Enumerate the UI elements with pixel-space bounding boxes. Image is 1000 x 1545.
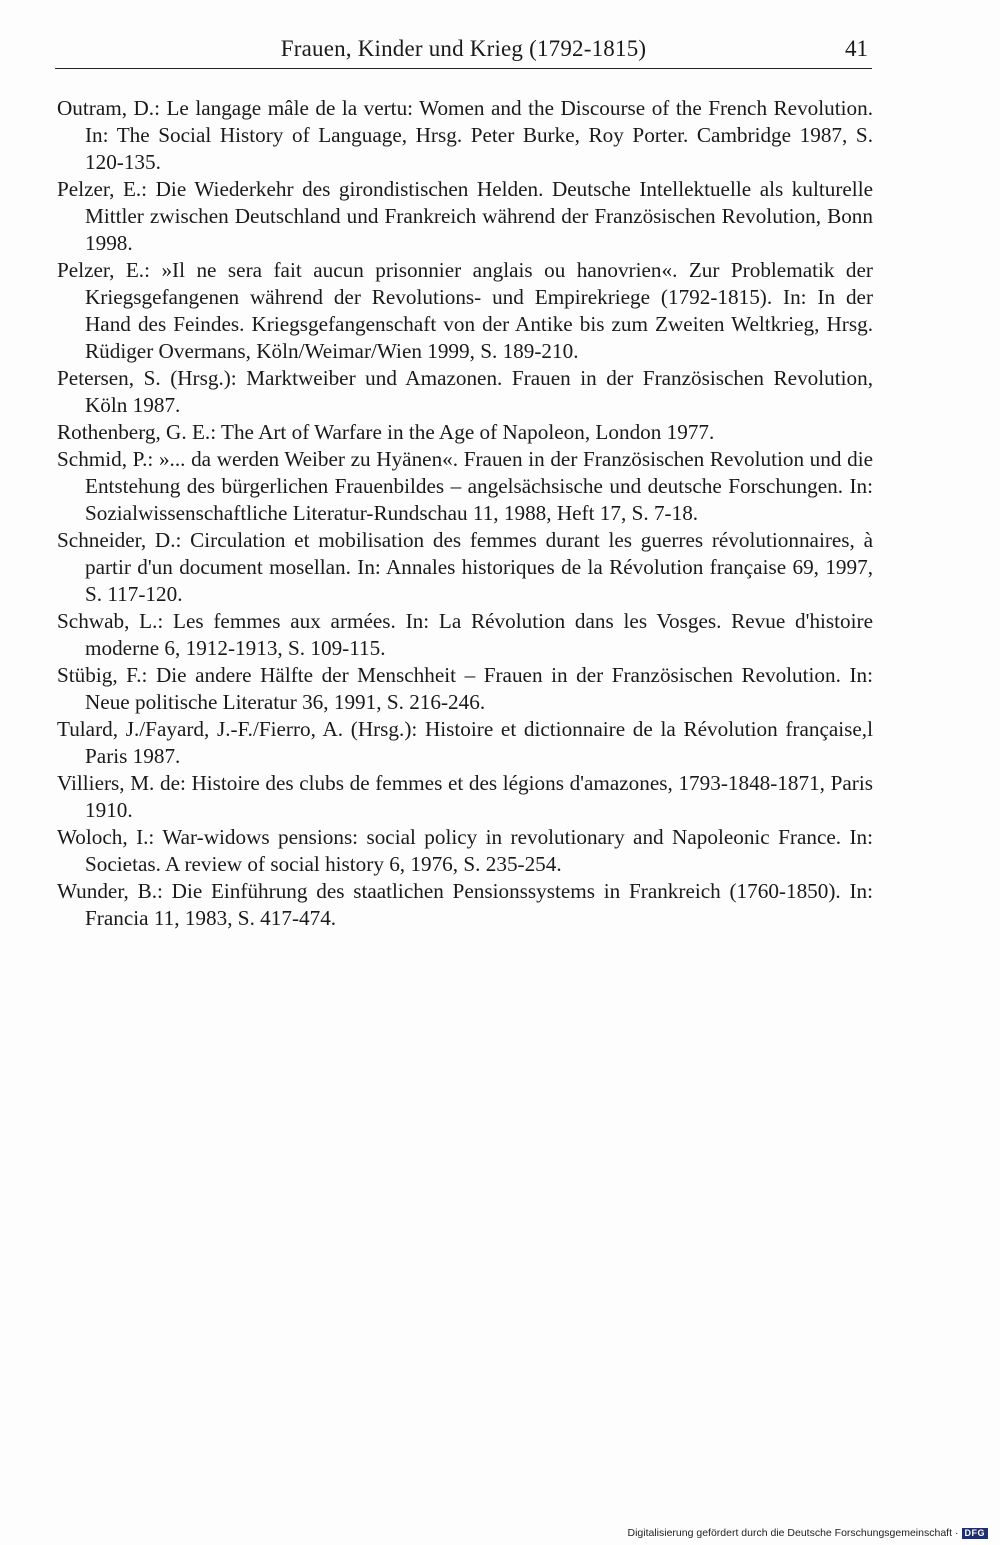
bibliography-entry: Woloch, I.: War-widows pensions: social policy in revolutionary and Napoleonic France. In: Societas. A review of social history 6, 1976, S. 235-254. xyxy=(57,825,873,876)
bibliography-entry: Wunder, B.: Die Einführung des staatlichen Pensionssystems in Frankreich (1760-1850). In: Francia 11, 1983, S. 417-474. xyxy=(57,879,873,930)
bibliography-entry: Rothenberg, G. E.: The Art of Warfare in the Age of Napoleon, London 1977. xyxy=(57,420,715,444)
bibliography-entry: Pelzer, E.: Die Wiederkehr des girondistischen Helden. Deutsche Intellektuelle als kulturelle Mittler zwischen Deutschland und Frankreich während der Französischen Revolution, Bonn 1998. xyxy=(57,177,873,255)
bibliography-entry: Pelzer, E.: »Il ne sera fait aucun prisonnier anglais ou hanovrien«. Zur Problematik der Kriegsgefangenen während der Revolutions- und Empirekriege (1792-1815). In: In der Hand des Feindes. Kriegsgefangenschaft von der Antike bis zum Zweiten Weltkrieg, Hrsg. Rüdiger Overmans, Köln/Weimar/Wien 1999, S. 189-210. xyxy=(57,258,873,363)
bibliography-entry: Stübig, F.: Die andere Hälfte der Menschheit – Frauen in der Französischen Revolution. In: Neue politische Literatur 36, 1991, S. 216-246. xyxy=(57,663,873,714)
bibliography-entry: Schneider, D.: Circulation et mobilisation des femmes durant les guerres révolutionnaires, à partir d'un document mosellan. In: Annales historiques de la Révolution française 69, 1997, S. 117-120. xyxy=(57,528,873,606)
credit-text: Digitalisierung gefördert durch die Deutsche Forschungsgemeinschaft xyxy=(627,1527,952,1539)
bibliography-entry: Petersen, S. (Hrsg.): Marktweiber und Amazonen. Frauen in der Französischen Revolution, Köln 1987. xyxy=(57,366,873,417)
bibliography-entry: Schmid, P.: »... da werden Weiber zu Hyänen«. Frauen in der Französischen Revolution und die Entstehung des bürgerlichen Frauenbildes – angelsächsische und deutsche Forschungen. In: Sozialwissenschaftliche Literatur-Rundschau 11, 1988, Heft 17, S. 7-18. xyxy=(57,447,873,525)
bibliography-entry: Tulard, J./Fayard, J.-F./Fierro, A. (Hrsg.): Histoire et dictionnaire de la Révolution française,l Paris 1987. xyxy=(57,717,873,768)
page-number: 41 xyxy=(845,36,868,61)
running-head xyxy=(55,34,872,69)
digitization-credit xyxy=(627,1527,988,1539)
bibliography-list xyxy=(57,95,873,932)
bibliography-entry: Villiers, M. de: Histoire des clubs de femmes et des légions d'amazones, 1793-1848-1871, Paris 1910. xyxy=(57,771,873,822)
bibliography-entry: Outram, D.: Le langage mâle de la vertu: Women and the Discourse of the French Revolution. In: The Social History of Language, Hrsg. Peter Burke, Roy Porter. Cambridge 1987, S. 120-135. xyxy=(57,96,873,174)
bibliography-entry: Schwab, L.: Les femmes aux armées. In: La Révolution dans les Vosges. Revue d'histoire moderne 6, 1912-1913, S. 109-115. xyxy=(57,609,873,660)
running-title: Frauen, Kinder und Krieg (1792-1815) xyxy=(280,36,647,61)
separator-dot: · xyxy=(955,1527,959,1539)
dfg-logo: DFG xyxy=(962,1528,989,1539)
